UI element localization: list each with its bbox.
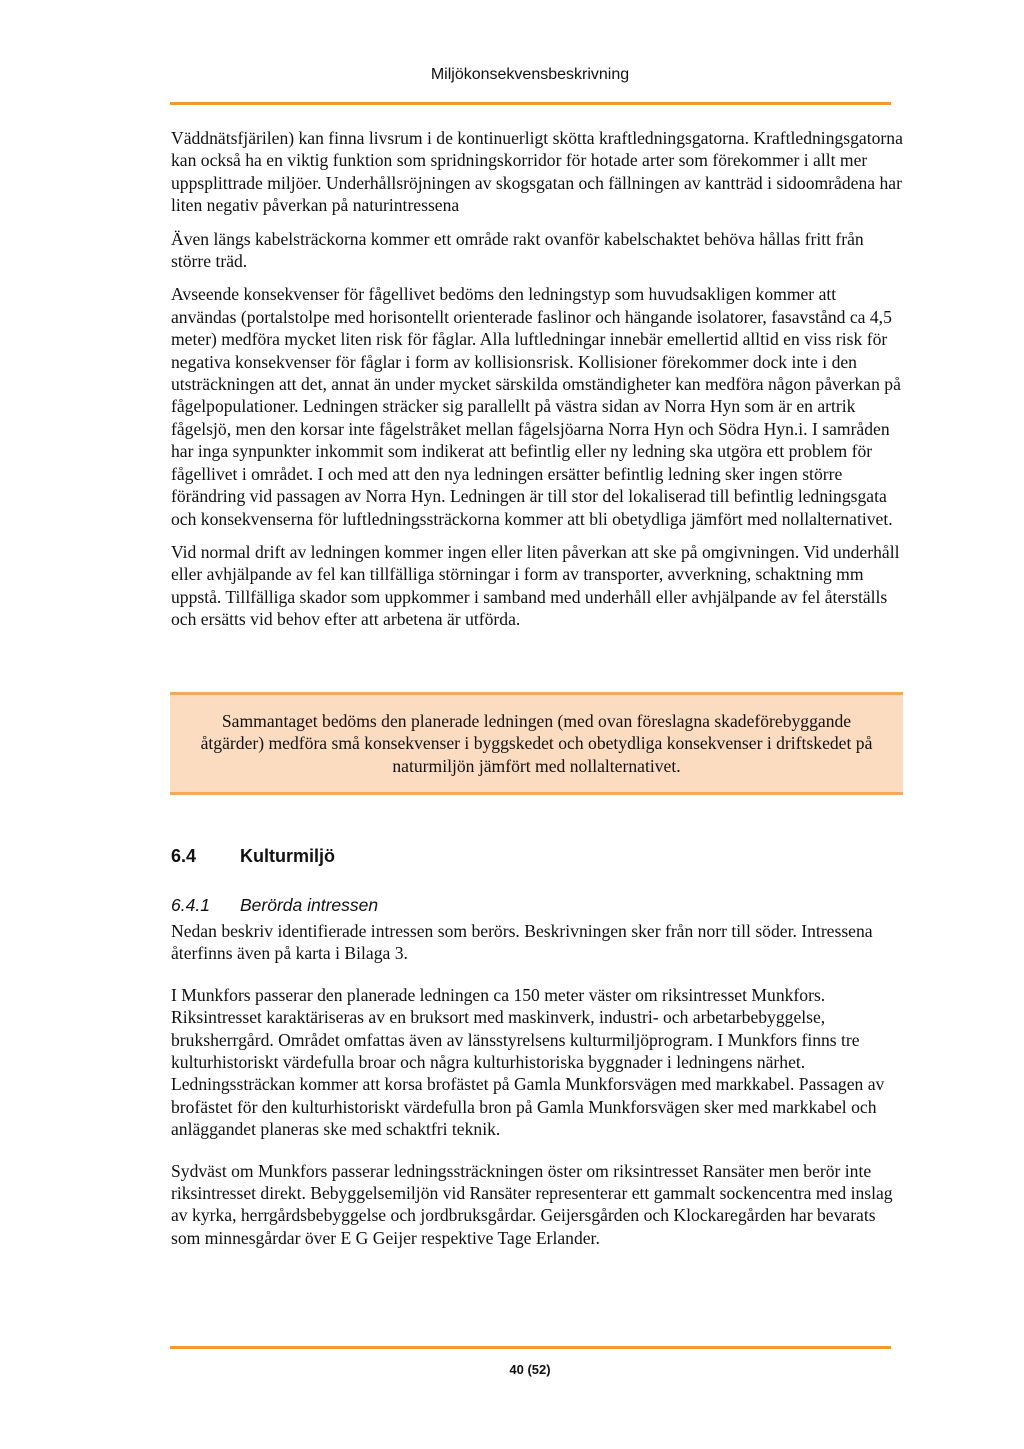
paragraph-munkfors: I Munkfors passerar den planerade ledningen ca 150 meter väster om riksintresset Munkfors. Riksintresset karaktäriseras av en bruksort med maskinverk, industri- och arbetarbebyggelse, bruksherrgård. Området omfattas även av länsstyrelsens kulturmiljöprogram. I Munkfors finns tre kulturhistoriskt värdefulla broar och några kulturhistoriska byggnader i ledningens närhet. Ledningssträckan kommer att korsa brofästet på Gamla Munkforsvägen med markkabel. Passagen av brofästet för den kulturhistoriskt värdefulla bron på Gamla Munkforsvägen sker med markkabel och anläggandet planeras ske med schaktfri teknik. xyxy=(171,984,885,1140)
summary-box: Sammantaget bedöms den planerade ledningen (med ovan föreslagna skadeförebyggande åtgärder) medföra små konsekvenser i byggskedet och obetydliga konsekvenser i driftskedet på naturmiljön jämfört med nollalternativet. xyxy=(170,692,903,795)
subsection-heading xyxy=(171,895,378,916)
subsection-number: 6.4.1 xyxy=(171,895,210,915)
page-number: 40 (52) xyxy=(509,1362,551,1377)
section-number: 6.4 xyxy=(171,846,197,866)
document-header-title: Miljökonsekvensbeskrivning xyxy=(430,66,630,83)
body-text-lower xyxy=(171,920,904,1268)
paragraph-normal-drift: Vid normal drift av ledningen kommer ingen eller liten påverkan att ske på omgivningen. Vid underhåll eller avhjälpande av fel kan tillfälliga störningar i form av transporter, avverkning, schaktning mm uppstå. Tillfälliga skador som uppkommer i samband med underhåll eller avhjälpande av fel återställs och ersätts vid behov efter att arbetena är utförda. xyxy=(171,541,900,630)
paragraph-fagellivet: Avseende konsekvenser för fågellivet bedöms den ledningstyp som huvudsakligen kommer att användas (portalstolpe med horisontellt orienterade faslinor och hängande isolatorer, fasavstånd ca 4,5 meter) medföra mycket liten risk för fåglar. Alla luftledningar innebär emellertid alltid en viss risk för negativa konsekvenser för fåglar i form av kollisionsrisk. Kollisioner förekommer dock inte i den utsträckningen att det, annat än under mycket särskilda omständigheter kan medföra någon påverkan på fågelpopulationer. Ledningen sträcker sig parallellt på västra sidan av Norra Hyn som är en artrik fågelsjö, men den korsar inte fågelstråket mellan fågelsjöarna Norra Hyn och Södra Hyn.i. I samråden har inga synpunkter inkommit som indikerat att befintlig eller ny ledning ska utgöra ett problem för fågellivet i området. I och med att den nya ledningen ersätter befintlig ledning sker ingen större förändring vid passagen av Norra Hyn. Ledningen är till stor del lokaliserad till befintlig ledningsgata och konsekvenserna för luftledningssträckorna kommer att bli obetydliga jämfört med nollalternativet. xyxy=(171,284,901,529)
footer-divider xyxy=(170,1346,891,1349)
paragraph-identifierade-intressen: Nedan beskriv identifierade intressen som berörs. Beskrivningen sker från norr till söder. Intressena återfinns även på karta i Bilaga 3. xyxy=(171,921,873,964)
section-heading xyxy=(171,846,335,867)
paragraph-vaddnatsfjarilen: Väddnätsfjärilen) kan finna livsrum i de kontinuerligt skötta kraftledningsgatorna. Kraftledningsgatorna kan också ha en viktig funktion som spridningskorridor för hotade arter som förekommer i allt mer uppsplittrade miljöer. Underhållsröjningen av skogsgatan och fällningen av kantträd i sidoområdena har liten negativ påverkan på naturintressena xyxy=(171,128,903,216)
section-title: Kulturmiljö xyxy=(240,846,335,866)
header-divider xyxy=(170,102,891,105)
paragraph-ransater: Sydväst om Munkfors passerar ledningssträckningen öster om riksintresset Ransäter men berör inte riksintresset direkt. Bebyggelsemiljön vid Ransäter representerar ett gammalt sockencentra med inslag av kyrka, herrgårdsbebyggelse och jordbruksgårdar. Geijersgården och Klockaregården har bevarats som minnesgårdar över E G Geijer respektive Tage Erlander. xyxy=(171,1160,893,1248)
body-text-upper xyxy=(171,127,904,642)
subsection-title: Berörda intressen xyxy=(240,895,379,915)
paragraph-kabelstrackorna: Även längs kabelsträckorna kommer ett område rakt ovanför kabelschaktet behöva hållas fritt från större träd. xyxy=(171,228,864,272)
